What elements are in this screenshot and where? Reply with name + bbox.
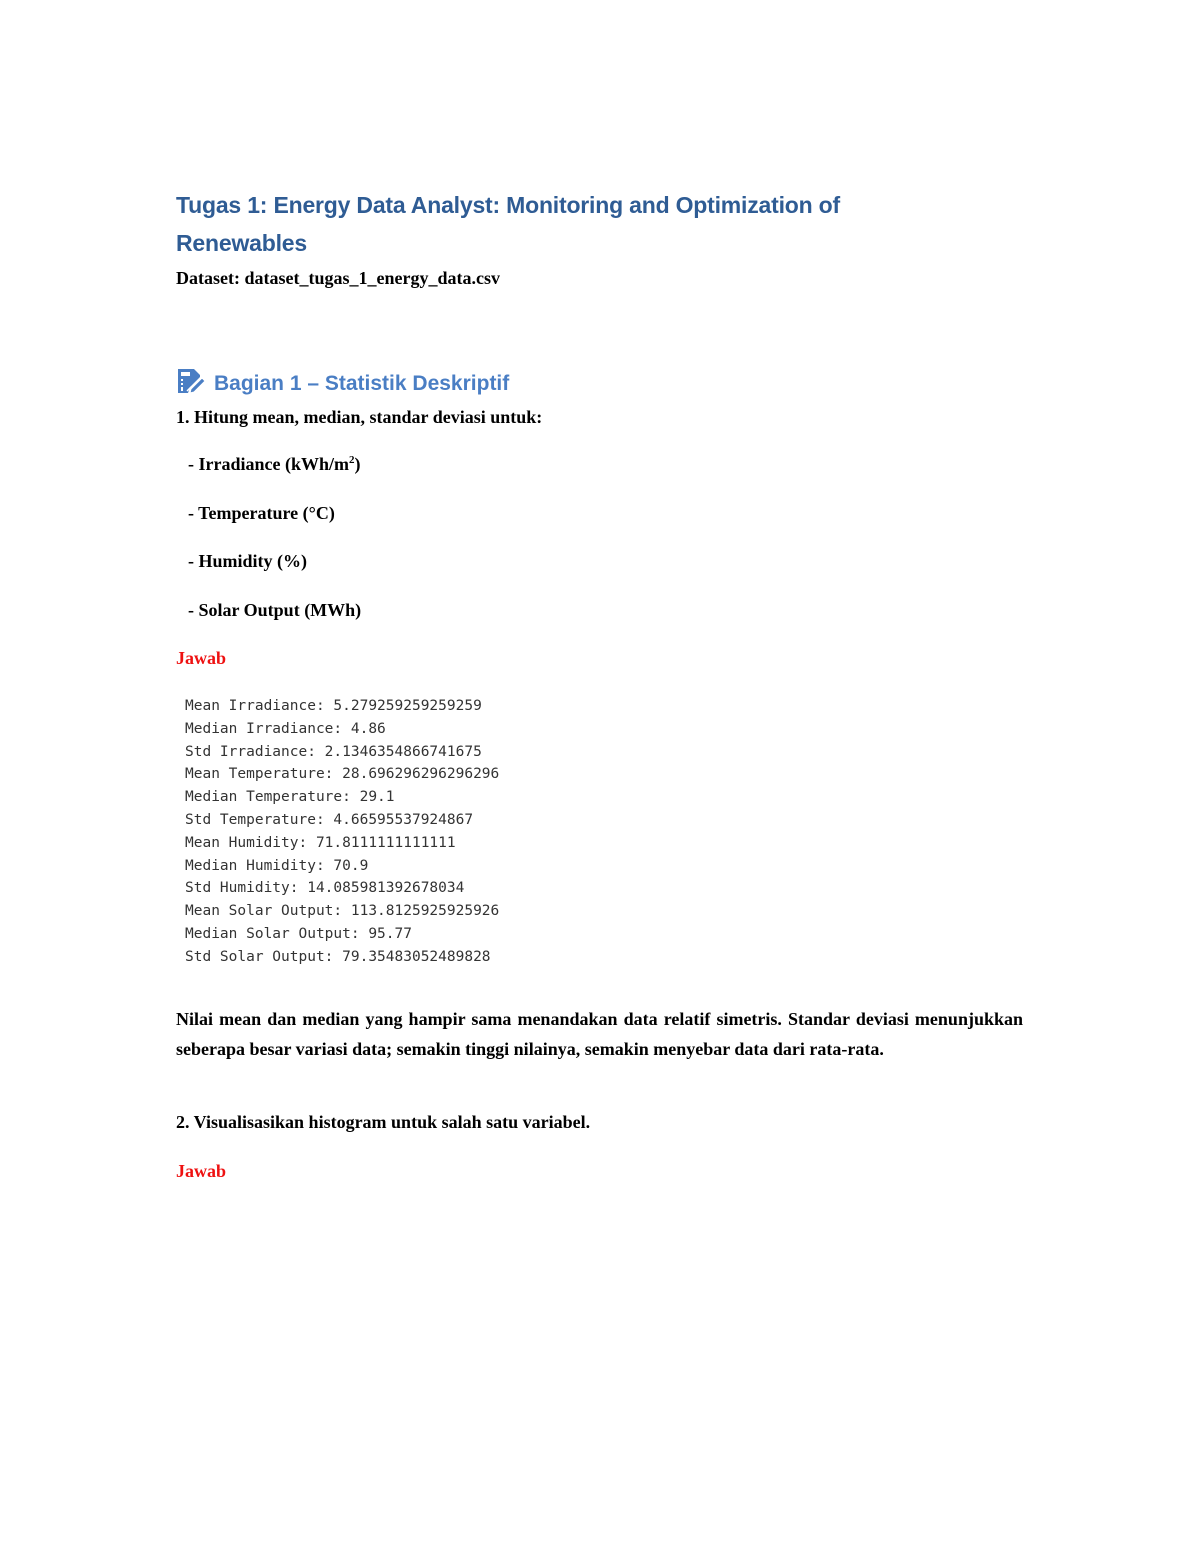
output-line: Mean Irradiance: 5.279259259259259 bbox=[185, 698, 482, 714]
section-heading-text: Bagian 1 – Statistik Deskriptif bbox=[214, 371, 510, 395]
output-line: Std Humidity: 14.085981392678034 bbox=[185, 880, 465, 897]
list-item-suffix: ) bbox=[354, 454, 361, 474]
edit-note-icon bbox=[176, 367, 206, 400]
list-item: - Solar Output (MWh) bbox=[188, 600, 362, 620]
output-line: Std Solar Output: 79.35483052489828 bbox=[185, 948, 491, 965]
section-heading bbox=[176, 367, 509, 400]
output-line: Mean Temperature: 28.696296296296296 bbox=[185, 766, 500, 783]
list-item: - Temperature (°C) bbox=[188, 503, 335, 523]
document-title-line-1: Tugas 1: Energy Data Analyst: Monitoring and Optimization of bbox=[176, 192, 840, 218]
question-2: 2. Visualisasikan histogram untuk salah satu variabel. bbox=[176, 1112, 591, 1132]
superscript: 2 bbox=[349, 454, 355, 466]
output-line: Median Solar Output: 95.77 bbox=[185, 925, 412, 942]
output-line: Median Temperature: 29.1 bbox=[185, 789, 395, 806]
output-line: Median Irradiance: 4.86 bbox=[185, 720, 386, 737]
list-item: - Humidity (%) bbox=[188, 551, 307, 571]
output-line: Mean Humidity: 71.8111111111111 bbox=[185, 834, 456, 851]
dataset-label: Dataset: dataset_tugas_1_energy_data.csv bbox=[176, 268, 500, 288]
list-item-text: - Irradiance (kWh/m bbox=[188, 454, 349, 474]
answer-label-1: Jawab bbox=[176, 648, 227, 668]
output-line: Mean Solar Output: 113.8125925925926 bbox=[185, 903, 500, 920]
output-line: Std Irradiance: 2.1346354866741675 bbox=[185, 743, 482, 760]
answer-label-2: Jawab bbox=[176, 1161, 227, 1181]
explanation-paragraph: Nilai mean dan median yang hampir sama menandakan data relatif simetris. Standar deviasi menunjukkan seberapa besar variasi data; semakin tinggi nilainya, semakin menyebar data dari rata-rata. bbox=[176, 1009, 1023, 1059]
list-item bbox=[188, 454, 361, 475]
output-line: Std Temperature: 4.66595537924867 bbox=[185, 811, 474, 828]
code-output bbox=[185, 695, 499, 969]
output-line: Median Humidity: 70.9 bbox=[185, 857, 369, 874]
question-1: 1. Hitung mean, median, standar deviasi untuk: bbox=[176, 407, 543, 427]
document-title-line-2: Renewables bbox=[176, 230, 307, 256]
